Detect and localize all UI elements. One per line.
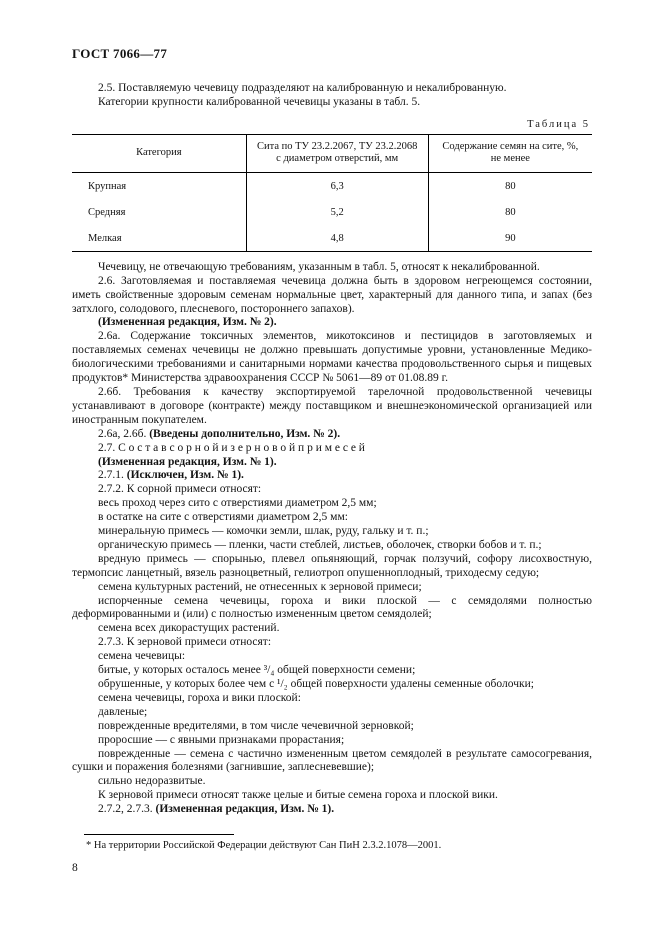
paragraph bbox=[72, 622, 592, 636]
text: обрушенные, у которых более чем с ¹/₂ общей поверхности удалены семенные оболочки; bbox=[98, 678, 534, 690]
content-area bbox=[72, 46, 592, 817]
paragraph bbox=[72, 636, 592, 650]
text: 2.5. Поставляемую чечевицу подразделяют на калиброванную и некалиброванную. bbox=[98, 82, 507, 94]
intro-paragraphs bbox=[72, 82, 592, 110]
paragraph bbox=[72, 96, 592, 110]
paragraph bbox=[72, 678, 592, 692]
cell-sieve-size: 6,3 bbox=[246, 172, 428, 199]
text: давленые; bbox=[98, 705, 148, 718]
cell-category: Крупная bbox=[88, 180, 127, 192]
paragraph bbox=[72, 82, 592, 96]
footnote: * На территории Российской Федерации действуют Сан ПиН 2.3.2.1078—2001. bbox=[86, 840, 442, 851]
text: проросшие — с явными признаками прорастания; bbox=[98, 733, 345, 746]
paragraph bbox=[72, 775, 592, 789]
cell-seed-content: 80 bbox=[428, 172, 592, 199]
table-header-row bbox=[72, 134, 592, 172]
cell-category: Средняя bbox=[88, 206, 126, 218]
paragraph bbox=[72, 428, 592, 442]
paragraph bbox=[72, 525, 592, 539]
paragraph bbox=[72, 553, 592, 581]
paragraph bbox=[72, 803, 592, 817]
table-caption: Таблица 5 bbox=[527, 118, 590, 130]
paragraph bbox=[72, 469, 592, 483]
bold-text: (Измененная редакция, Изм. № 2). bbox=[98, 316, 277, 329]
bold-text: (Исключен, Изм. № 1). bbox=[126, 469, 244, 482]
bold-text: (Измененная редакция, Изм. № 1). bbox=[98, 455, 277, 468]
paragraph bbox=[72, 386, 592, 428]
text: 2.7. С о с т а в с о р н о й и з е р н о в о й п р и м е с е й bbox=[98, 441, 365, 454]
text: 2.6. Заготовляемая и поставляемая чечевица должна быть в здоровом негреющемся состоянии, иметь свойственные здоровым семенам нормальные цвет, характерный для данного типа, и запах (без затхлого, солодового, плесневого, постороннего запахов). bbox=[72, 274, 592, 315]
paragraph bbox=[72, 734, 592, 748]
paragraph bbox=[72, 595, 592, 623]
text: 2.7.2. К сорной примеси относят: bbox=[98, 483, 262, 496]
footnote-area bbox=[72, 834, 592, 852]
text: поврежденные — семена с частично измененным цветом семядолей в результате самосогревания, сушки и поражения болезнями (загнившие, заплесневевшие); bbox=[72, 747, 592, 774]
text: испорченные семена чечевицы, гороха и вики плоской — с семядолями полностью деформированными и (или) с полностью измененным цветом семядолей; bbox=[72, 594, 592, 621]
text: вредную примесь — спорынью, плевел опьяняющий, горчак ползучий, софору лисохвостную, термопсис ланцетный, вязель разноцветный, гелиотроп опушенноплодный, триходесму седую; bbox=[72, 552, 592, 579]
paragraph bbox=[72, 720, 592, 734]
text: 2.7.3. К зерновой примеси относят: bbox=[98, 636, 272, 649]
text: семена чечевицы: bbox=[98, 650, 186, 663]
text: в остатке на сите с отверстиями диаметром 2,5 мм: bbox=[98, 511, 348, 524]
paragraph bbox=[72, 664, 592, 678]
paragraph bbox=[72, 497, 592, 511]
text: 2.6а. Содержание токсичных элементов, микотоксинов и пестицидов в заготовляемых и поставляемых семенах чечевицы не должно превышать допустимые уровни, установленные Медико-биологическими требованиями и санитарными нормами качества продовольственного сырья и пищевых продуктов* Министерства здравоохранения СССР № 5061—89 от 01.08.89 г. bbox=[72, 330, 592, 385]
text: Чечевицу, не отвечающую требованиям, указанным в табл. 5, относят к некалиброванной. bbox=[98, 260, 540, 273]
text: семена чечевицы, гороха и вики плоской: bbox=[98, 691, 301, 704]
text: 2.7.2, 2.7.3. bbox=[98, 803, 156, 816]
table-row bbox=[72, 225, 592, 252]
paragraph bbox=[72, 539, 592, 553]
doc-header: ГОСТ 7066—77 bbox=[72, 46, 168, 61]
text: 2.6б. Требования к качеству экспортируемой тарелочной продовольственной чечевицы устанавливают в договоре (контракте) между поставщиком и внешнеэкономической организацией или иностранным покупателем. bbox=[72, 385, 592, 426]
text: 2.6а, 2.6б. bbox=[98, 427, 150, 440]
text: весь проход через сито с отверстиями диаметром 2,5 мм; bbox=[98, 497, 377, 510]
paragraph bbox=[72, 706, 592, 720]
paragraph bbox=[72, 789, 592, 803]
paragraph bbox=[72, 483, 592, 497]
paragraph bbox=[72, 748, 592, 776]
text: органическую примесь — пленки, части стеблей, листьев, оболочек, створки бобов и т. п.; bbox=[98, 538, 542, 551]
table-row bbox=[72, 199, 592, 225]
text: битые, у которых осталось менее ³/₄ общей поверхности семени; bbox=[98, 664, 416, 677]
text: минеральную примесь — комочки земли, шлак, руду, гальку и т. п.; bbox=[98, 525, 429, 538]
cell-seed-content: 80 bbox=[428, 199, 592, 225]
cell-sieve-size: 5,2 bbox=[246, 199, 428, 225]
bold-text: (Измененная редакция, Изм. № 1). bbox=[155, 803, 335, 816]
text: 2.7.1. bbox=[98, 469, 127, 482]
text: К зерновой примеси относят также целые и битые семена гороха и плоской вики. bbox=[98, 789, 498, 802]
page-number: 8 bbox=[72, 862, 78, 874]
text: семена культурных растений, не отнесенных к зерновой примеси; bbox=[98, 580, 422, 593]
paragraph bbox=[72, 275, 592, 317]
col-header-content: Содержание семян на сите, %, не менее bbox=[428, 134, 592, 172]
text: семена всех дикорастущих растений. bbox=[98, 622, 280, 635]
paragraph bbox=[72, 316, 592, 330]
text: сильно недоразвитые. bbox=[98, 775, 206, 788]
cell-seed-content: 90 bbox=[428, 225, 592, 252]
text: Категории крупности калиброванной чечевицы указаны в табл. 5. bbox=[98, 95, 421, 108]
col-header-sieve: Сита по ТУ 23.2.2067, ТУ 23.2.2068 с диаметром отверстий, мм bbox=[246, 134, 428, 172]
footnote-divider bbox=[84, 834, 234, 835]
col-header-category: Категория bbox=[72, 134, 246, 172]
paragraph bbox=[72, 581, 592, 595]
table-row bbox=[72, 172, 592, 199]
size-categories-table bbox=[72, 134, 592, 252]
paragraph bbox=[72, 650, 592, 664]
paragraph bbox=[72, 330, 592, 386]
paragraph bbox=[72, 456, 592, 470]
text: поврежденные вредителями, в том числе чечевичной зерновкой; bbox=[98, 719, 414, 732]
paragraph bbox=[72, 442, 592, 456]
bold-text: (Введены дополнительно, Изм. № 2). bbox=[149, 427, 341, 440]
cell-sieve-size: 4,8 bbox=[246, 225, 428, 252]
paragraph bbox=[72, 511, 592, 525]
body-paragraphs bbox=[72, 261, 592, 817]
cell-category: Мелкая bbox=[88, 232, 122, 244]
paragraph bbox=[72, 261, 592, 275]
paragraph bbox=[72, 692, 592, 706]
